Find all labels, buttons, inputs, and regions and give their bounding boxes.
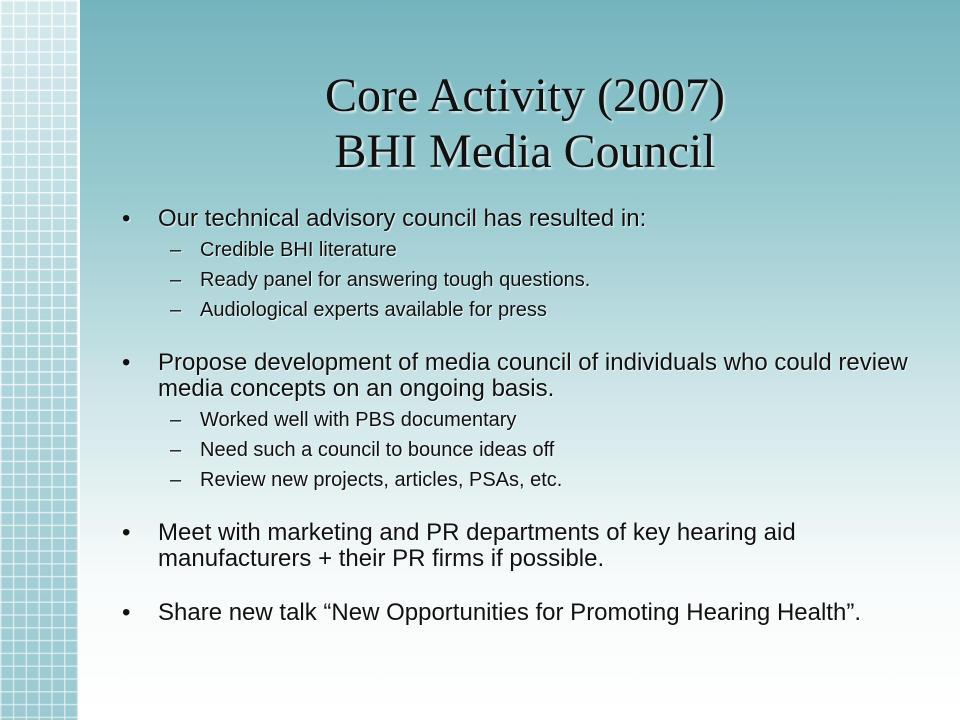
sub-bullet-item bbox=[120, 438, 920, 462]
bullet-item bbox=[120, 206, 920, 232]
dash-marker: – bbox=[170, 469, 182, 491]
title-line-2: BHI Media Council bbox=[334, 125, 716, 178]
bullet-marker: • bbox=[122, 349, 131, 376]
sub-bullet-item bbox=[120, 468, 920, 492]
sub-bullet-text: Audiological experts available for press bbox=[200, 299, 547, 321]
slide-body bbox=[120, 206, 920, 654]
bullet-item bbox=[120, 520, 920, 572]
bullet-marker: • bbox=[122, 599, 131, 626]
sub-bullet-text: Credible BHI literature bbox=[200, 239, 397, 261]
dash-marker: – bbox=[170, 439, 182, 461]
sub-bullet-text: Need such a council to bounce ideas off bbox=[200, 439, 555, 461]
sub-bullet-text: Worked well with PBS documentary bbox=[200, 409, 517, 431]
bullet-group-2 bbox=[120, 350, 920, 492]
sub-bullet-item bbox=[120, 238, 920, 262]
slide-title bbox=[100, 68, 950, 180]
sub-bullet-text: Ready panel for answering tough questions. bbox=[200, 269, 591, 291]
sub-bullet-item bbox=[120, 268, 920, 292]
bullet-group-4 bbox=[120, 600, 920, 626]
bullet-group-1 bbox=[120, 206, 920, 322]
dash-marker: – bbox=[170, 239, 182, 261]
bullet-marker: • bbox=[122, 205, 131, 232]
title-line-1: Core Activity (2007) bbox=[325, 69, 725, 122]
decorative-grid-strip bbox=[0, 0, 80, 720]
bullet-text: Meet with marketing and PR departments of key hearing aid manufacturers + their PR firms if possible. bbox=[158, 519, 796, 572]
bullet-item bbox=[120, 600, 920, 626]
sub-bullet-item bbox=[120, 408, 920, 432]
sub-bullet-item bbox=[120, 298, 920, 322]
bullet-text: Propose development of media council of individuals who could review media concepts on an ongoing basis. bbox=[158, 349, 908, 402]
dash-marker: – bbox=[170, 269, 182, 291]
bullet-text: Our technical advisory council has resulted in: bbox=[158, 205, 647, 232]
bullet-text: Share new talk “New Opportunities for Promoting Hearing Health”. bbox=[158, 599, 861, 626]
bullet-item bbox=[120, 350, 920, 402]
bullet-group-3 bbox=[120, 520, 920, 572]
bullet-marker: • bbox=[122, 519, 131, 546]
dash-marker: – bbox=[170, 409, 182, 431]
sub-bullet-text: Review new projects, articles, PSAs, etc. bbox=[200, 469, 563, 491]
dash-marker: – bbox=[170, 299, 182, 321]
